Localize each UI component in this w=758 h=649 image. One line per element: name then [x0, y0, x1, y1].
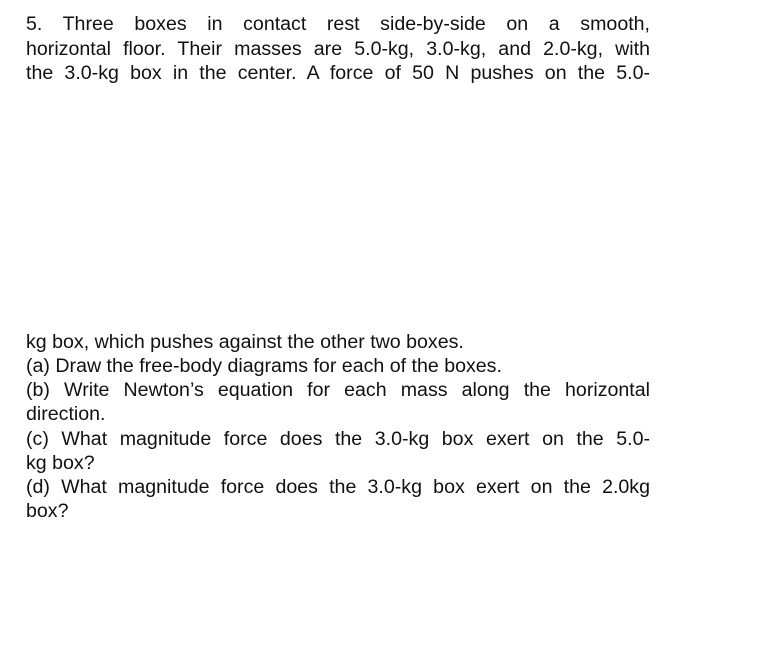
problem-statement-line-2: horizontal floor. Their masses are 5.0-kg, 3.0-kg, and 2.0-kg, with [26, 38, 650, 60]
question-c-line-1: (c) What magnitude force does the 3.0-kg box exert on the 5.0- [26, 428, 650, 450]
problem-statement-line-3: the 3.0-kg box in the center. A force of 50 N pushes on the 5.0- [26, 62, 650, 84]
problem-statement-line-1: 5. Three boxes in contact rest side-by-side on a smooth, [26, 13, 650, 35]
problem-statement-line-4: kg box, which pushes against the other two boxes. [26, 331, 464, 353]
question-b-line-2: direction. [26, 403, 106, 425]
question-c-line-2: kg box? [26, 452, 95, 474]
question-d-line-2: box? [26, 500, 69, 522]
question-d-line-1: (d) What magnitude force does the 3.0-kg box exert on the 2.0kg [26, 476, 650, 498]
question-b-line-1: (b) Write Newton’s equation for each mass along the horizontal [26, 379, 650, 401]
question-a: (a) Draw the free-body diagrams for each of the boxes. [26, 355, 502, 377]
